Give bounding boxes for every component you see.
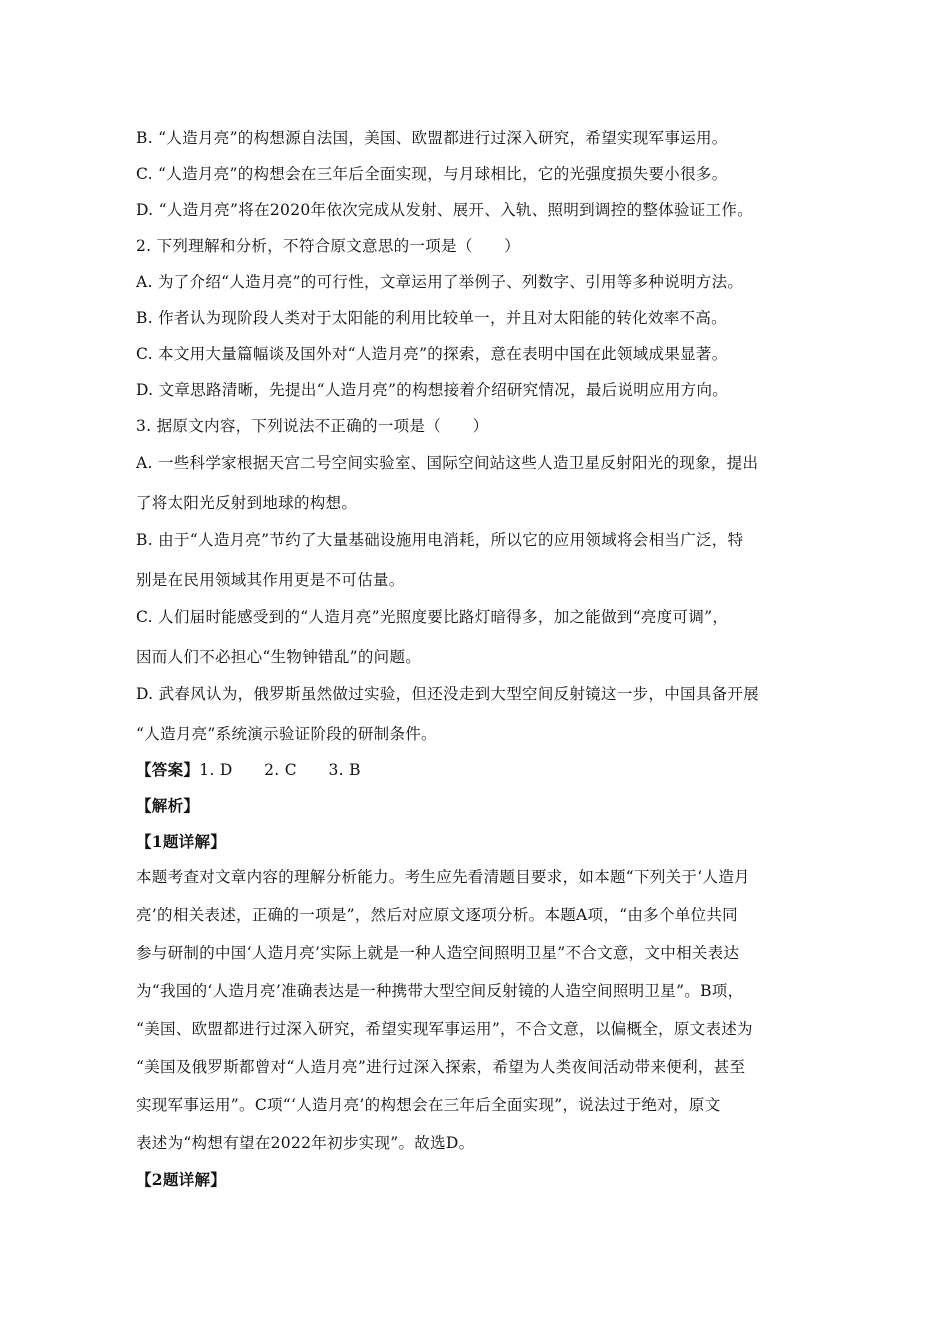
option-3a-line2: 了将太阳光反射到地球的构想。 (136, 494, 358, 512)
option-2c: C. 本文用大量篇幅谈及国外对“人造月亮”的探索，意在表明中国在此领域成果显著。 (136, 345, 728, 363)
option-2b: B. 作者认为现阶段人类对于太阳能的利用比较单一，并且对太阳能的转化效率不高。 (136, 309, 727, 327)
answer-label: 【答案】 (136, 760, 200, 779)
section-1-paragraph-line: 亮’的相关表述，正确的一项是”，然后对应原文逐项分析。本题A项，“由多个单位共同 (136, 906, 738, 924)
option-1b: B. “人造月亮”的构想源自法国，美国、欧盟都进行过深入研究，希望实现军事运用。 (136, 129, 728, 147)
analysis-label: 【解析】 (136, 796, 200, 815)
option-1d: D. “人造月亮”将在2020年依次完成从发射、展开、入轨、照明到调控的整体验证工作。 (136, 201, 753, 219)
option-3a-line1: A. 一些科学家根据天宫二号空间实验室、国际空间站这些人造卫星反射阳光的现象，提出 (136, 454, 759, 472)
question-2-stem: 2. 下列理解和分析，不符合原文意思的一项是（ ） (136, 237, 521, 255)
section-1-label: 【1题详解】 (136, 832, 227, 851)
section-1-paragraph-line: 实现军事运用”。C项“‘人造月亮’的构想会在三年后全面实现”，说法过于绝对，原文 (136, 1096, 721, 1114)
option-1c: C. “人造月亮”的构想会在三年后全面实现，与月球相比，它的光强度损失要小很多。 (136, 165, 728, 183)
section-1-paragraph-line: 参与研制的中国‘人造月亮’实际上就是一种人造空间照明卫星”不合文意，文中相关表达 (136, 944, 740, 962)
answer-text: 1. D 2. C 3. B (199, 761, 361, 779)
question-3-stem: 3. 据原文内容，下列说法不正确的一项是（ ） (136, 417, 489, 435)
section-1-paragraph-line: “美国、欧盟都进行过深入研究，希望实现军事运用”，不合文意，以偏概全，原文表述为 (136, 1020, 753, 1038)
option-3d-line2: “人造月亮”系统演示验证阶段的研制条件。 (136, 725, 437, 743)
section-1-paragraph-line: 表述为“构想有望在2022年初步实现”。故选D。 (136, 1134, 475, 1152)
option-2d: D. 文章思路清晰，先提出“人造月亮”的构想接着介绍研究情况，最后说明应用方向。 (136, 381, 729, 399)
section-1-paragraph-line: “美国及俄罗斯都曾对“人造月亮”进行过深入探索，希望为人类夜间活动带来便利，甚至 (136, 1058, 746, 1076)
section-1-paragraph-line: 为“我国的‘人造月亮’准确表达是一种携带大型空间反射镜的人造空间照明卫星”。B项， (136, 982, 744, 1000)
answer-line (136, 759, 361, 781)
option-3c-line2: 因而人们不必担心“生物钟错乱”的问题。 (136, 648, 422, 666)
section-1-paragraph-line: 本题考查对文章内容的理解分析能力。考生应先看清题目要求，如本题“下列关于‘人造月 (136, 868, 750, 886)
option-3c-line1: C. 人们届时能感受到的“人造月亮”光照度要比路灯暗得多，加之能做到“亮度可调”， (136, 608, 729, 626)
option-3b-line2: 别是在民用领域其作用更是不可估量。 (136, 571, 405, 589)
option-3d-line1: D. 武春风认为，俄罗斯虽然做过实验，但还没走到大型空间反射镜这一步，中国具备开展 (136, 685, 760, 703)
section-2-label: 【2题详解】 (136, 1170, 227, 1189)
option-3b-line1: B. 由于“人造月亮”节约了大量基础设施用电消耗，所以它的应用领域将会相当广泛，特 (136, 531, 744, 549)
option-2a: A. 为了介绍“人造月亮”的可行性，文章运用了举例子、列数字、引用等多种说明方法。 (136, 273, 744, 291)
